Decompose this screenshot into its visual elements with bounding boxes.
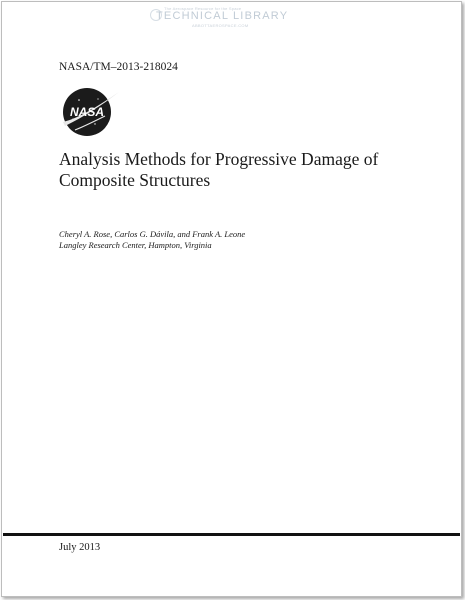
footer-rule	[3, 533, 460, 536]
document-title	[59, 149, 419, 191]
document-page	[1, 1, 462, 597]
author-names: Cheryl A. Rose, Carlos G. Dávila, and Frank A. Leone	[59, 229, 246, 239]
author-block	[59, 229, 245, 251]
publication-date: July 2013	[59, 542, 101, 553]
nasa-meatball-icon	[57, 86, 123, 138]
title-line-2: Composite Structures	[59, 170, 211, 190]
title-line-1: Analysis Methods for Progressive Damage of	[59, 149, 379, 169]
watermark-title: TECHNICAL LIBRARY	[156, 10, 289, 22]
technical-library-watermark	[152, 6, 287, 30]
nasa-logo-text: NASA	[69, 105, 105, 119]
nasa-logo	[57, 86, 123, 138]
author-affiliation: Langley Research Center, Hampton, Virginia	[59, 240, 212, 250]
report-number: NASA/TM–2013-218024	[59, 61, 178, 73]
watermark-url: ABBOTTAEROSPACE.COM	[192, 23, 249, 28]
watermark-tagline: The Aerospace Resource for the Space	[164, 6, 242, 11]
